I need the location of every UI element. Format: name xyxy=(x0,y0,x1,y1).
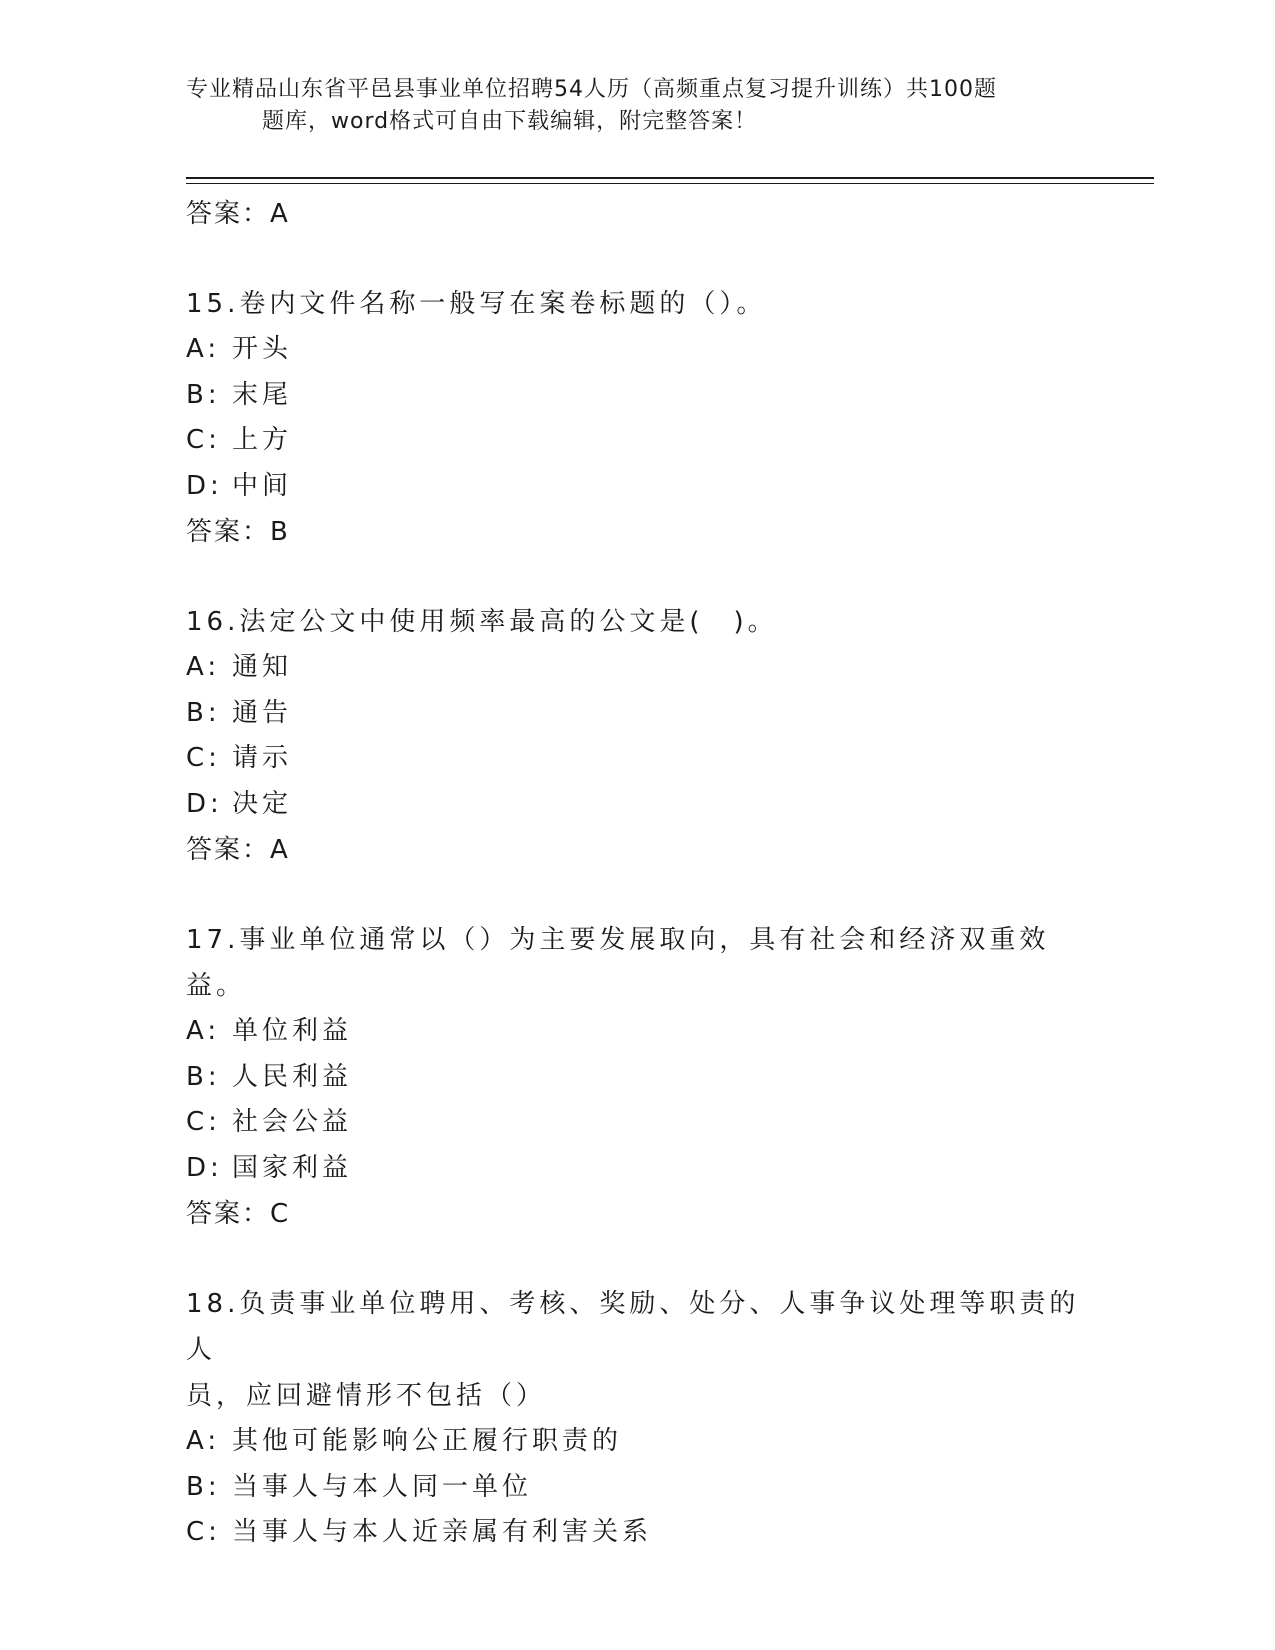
option-letter: B: xyxy=(186,697,221,728)
header-title-line1: 专业精品山东省平邑县事业单位招聘54人历（高频重点复习提升训练）共100题 xyxy=(186,77,997,102)
answer-line: 答案：B xyxy=(186,517,290,547)
option-text: 末尾 xyxy=(232,379,293,410)
question-stem-line1: 18.负责事业单位聘用、考核、奖励、处分、人事争议处理等职责的人 xyxy=(186,1289,1080,1365)
option-letter: C: xyxy=(186,1517,221,1547)
option-d xyxy=(186,782,1086,828)
option-letter: B: xyxy=(186,1061,221,1092)
option-text: 开头 xyxy=(232,334,293,364)
header-divider-thin xyxy=(186,183,1154,184)
option-b xyxy=(186,373,1086,419)
option-letter: C: xyxy=(186,1107,221,1137)
header-title-line2: 题库，word格式可自由下载编辑，附完整答案！ xyxy=(262,109,758,134)
option-c xyxy=(186,1510,1086,1556)
option-letter: A: xyxy=(186,334,221,364)
option-letter: B: xyxy=(186,1471,221,1502)
option-letter: B: xyxy=(186,379,221,410)
option-letter: A: xyxy=(186,652,221,682)
option-letter: C: xyxy=(186,425,221,455)
option-letter: D: xyxy=(186,470,223,501)
option-b xyxy=(186,691,1086,737)
option-a xyxy=(186,645,1086,691)
option-text: 决定 xyxy=(232,788,293,819)
option-letter: D: xyxy=(186,1152,223,1183)
answer-line: 答案：C xyxy=(186,1199,291,1229)
option-text: 当事人与本人同一单位 xyxy=(232,1471,533,1502)
option-text: 其他可能影响公正履行职责的 xyxy=(232,1426,623,1456)
option-text: 上方 xyxy=(232,425,293,455)
question-stem: 15.卷内文件名称一般写在案卷标题的（）。 xyxy=(186,289,767,319)
option-d xyxy=(186,464,1086,510)
option-text: 请示 xyxy=(232,743,293,773)
option-a xyxy=(186,1419,1086,1465)
question-item xyxy=(186,1281,1086,1556)
answer-line: 答案：A xyxy=(186,835,290,865)
option-c xyxy=(186,418,1086,464)
question-stem-line2: 员，应回避情形不包括（） xyxy=(186,1381,547,1411)
question-item xyxy=(186,281,1086,555)
option-c xyxy=(186,1100,1086,1146)
question-stem: 16.法定公文中使用频率最高的公文是( )。 xyxy=(186,607,778,637)
option-c xyxy=(186,736,1086,782)
option-text: 国家利益 xyxy=(232,1152,353,1183)
question-item xyxy=(186,599,1086,873)
option-a xyxy=(186,327,1086,373)
option-letter: D: xyxy=(186,788,223,819)
document-header xyxy=(186,74,1086,138)
option-text: 通告 xyxy=(232,697,293,728)
option-text: 单位利益 xyxy=(232,1016,353,1046)
option-text: 通知 xyxy=(232,652,293,682)
option-b xyxy=(186,1465,1086,1511)
option-letter: C: xyxy=(186,743,221,773)
option-b xyxy=(186,1055,1086,1101)
option-text: 社会公益 xyxy=(232,1107,353,1137)
question-stem: 17.事业单位通常以（）为主要发展取向，具有社会和经济双重效益。 xyxy=(186,925,1050,1001)
option-text: 人民利益 xyxy=(232,1061,353,1092)
option-text: 中间 xyxy=(232,470,293,501)
option-text: 当事人与本人近亲属有利害关系 xyxy=(232,1517,653,1547)
option-letter: A: xyxy=(186,1016,221,1046)
header-divider-thick xyxy=(186,177,1154,179)
option-d xyxy=(186,1146,1086,1192)
question-item xyxy=(186,917,1086,1237)
question-list xyxy=(186,191,1086,1556)
answer-line: 答案：A xyxy=(186,199,290,229)
option-letter: A: xyxy=(186,1426,221,1456)
option-a xyxy=(186,1009,1086,1055)
